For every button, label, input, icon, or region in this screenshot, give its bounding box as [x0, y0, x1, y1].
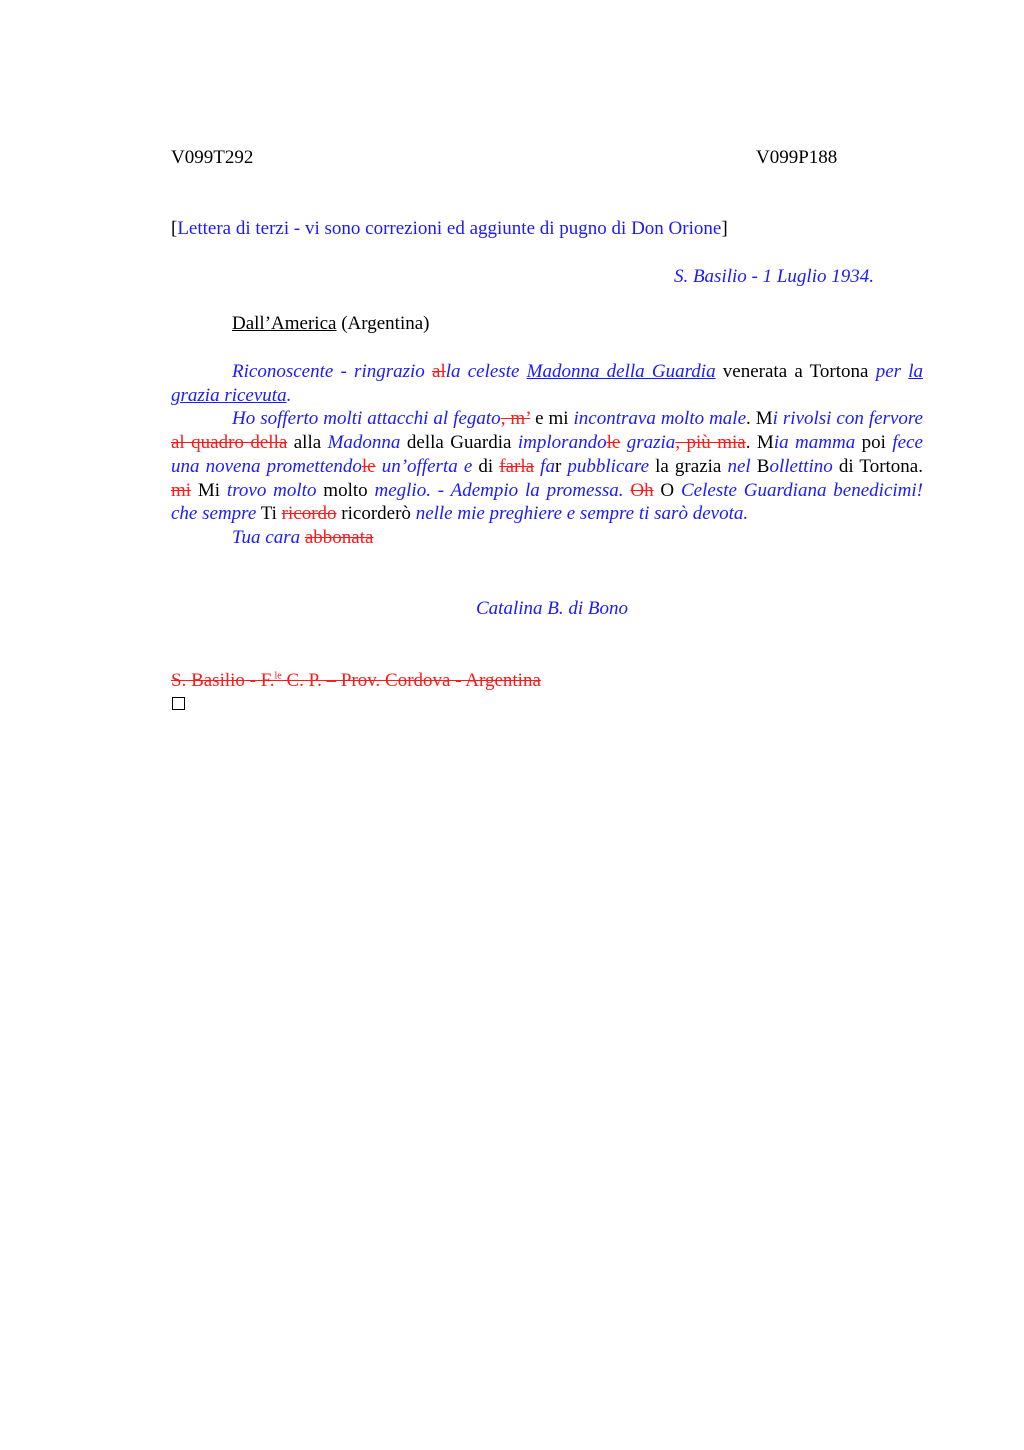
footer-part: S. Basilio - F.	[171, 670, 275, 691]
text-added: Ho sofferto molti attacchi al fegato	[232, 408, 501, 430]
text-original: di	[472, 455, 500, 477]
text-added: ollettino	[769, 455, 833, 477]
note-open-bracket: [	[171, 218, 178, 239]
text-added-underlined: la grazia ricevuta	[171, 361, 924, 406]
text-original: ricorderò	[336, 503, 416, 525]
text-added: fece una novena promettendo	[171, 432, 923, 477]
text-added-underlined: Madonna della Guardia	[526, 361, 716, 382]
text-added: un’offerta e	[375, 455, 473, 477]
text-added: meglio. - Adempio la promessa.	[374, 479, 624, 501]
text-deleted: al quadro della	[171, 432, 288, 454]
text-added: grazia	[620, 432, 676, 454]
text-deleted: , più mia	[675, 432, 746, 454]
text-original: di Tortona.	[832, 455, 923, 477]
origin-country: (Argentina)	[341, 313, 430, 334]
text-added: Tua cara	[232, 526, 305, 548]
text-original: Mi	[191, 479, 227, 501]
footer-superscript: le	[274, 670, 282, 682]
paragraph-thanks	[171, 360, 923, 407]
text-deleted: farla	[499, 455, 535, 477]
text-deleted: le	[606, 432, 621, 454]
text-original: . M	[745, 432, 774, 454]
text-added: fa	[540, 455, 555, 477]
text-original: Ti	[256, 503, 282, 525]
text-added: incontrava molto male	[573, 408, 747, 430]
origin-place: Dall’America	[232, 313, 337, 334]
editorial-note	[171, 218, 728, 240]
text-deleted: , m’	[500, 408, 531, 430]
note-text: Lettera di terzi - vi sono correzioni ed aggiunte di pugno di Don Orione	[177, 218, 722, 239]
text-deleted: mi	[171, 479, 192, 501]
square-glyph-icon	[172, 697, 185, 710]
text-original: poi	[855, 432, 893, 454]
text-added: per	[875, 361, 909, 382]
text-original: della Guardia	[400, 432, 518, 454]
text-deleted: Oh	[630, 479, 654, 501]
text-added: la celeste	[445, 361, 527, 382]
text-original: O	[653, 479, 681, 501]
text-deleted: abbonata	[304, 526, 374, 548]
text-added: Celeste Guardiana benedicimi! che sempre	[171, 479, 923, 525]
text-original: alla	[287, 432, 328, 454]
footer-address-deleted	[171, 670, 541, 692]
text-added: pubblicare	[567, 455, 650, 477]
footer-part: C. P. – Prov. Cordova - Argentina	[281, 670, 541, 691]
text-deleted: al	[432, 361, 446, 382]
text-original: la grazia	[649, 455, 728, 477]
document-code-left: V099T292	[171, 147, 254, 168]
text-original: . M	[746, 408, 773, 430]
text-original: B	[750, 455, 770, 477]
text-added: nel	[727, 455, 751, 477]
closing-line	[171, 526, 923, 550]
text-original: e mi	[530, 408, 574, 430]
text-added: .	[286, 384, 292, 406]
origin-line	[232, 313, 430, 335]
text-added: Madonna	[327, 432, 401, 454]
note-close-bracket: ]	[721, 218, 728, 239]
text-added: implorando	[517, 432, 607, 454]
dateline: S. Basilio - 1 Luglio 1934.	[673, 266, 874, 287]
text-added: Riconoscente - ringrazio	[232, 361, 433, 382]
text-added: nelle mie preghiere e sempre ti sarò devota.	[415, 503, 749, 525]
text-original: molto	[316, 479, 375, 501]
text-deleted: le	[361, 455, 376, 477]
text-deleted: ricordo	[281, 503, 337, 525]
text-original: venerata a Tortona	[715, 361, 876, 382]
signature: Catalina B. di Bono	[476, 598, 628, 619]
text-added: trovo molto	[226, 479, 317, 501]
letter-body	[171, 360, 923, 550]
paragraph-story	[171, 407, 923, 526]
text-added: ia mamma	[773, 432, 856, 454]
text-original: r	[554, 455, 568, 477]
document-code-right: V099P188	[756, 147, 838, 168]
text-added: i rivolsi con fervore	[772, 408, 923, 430]
